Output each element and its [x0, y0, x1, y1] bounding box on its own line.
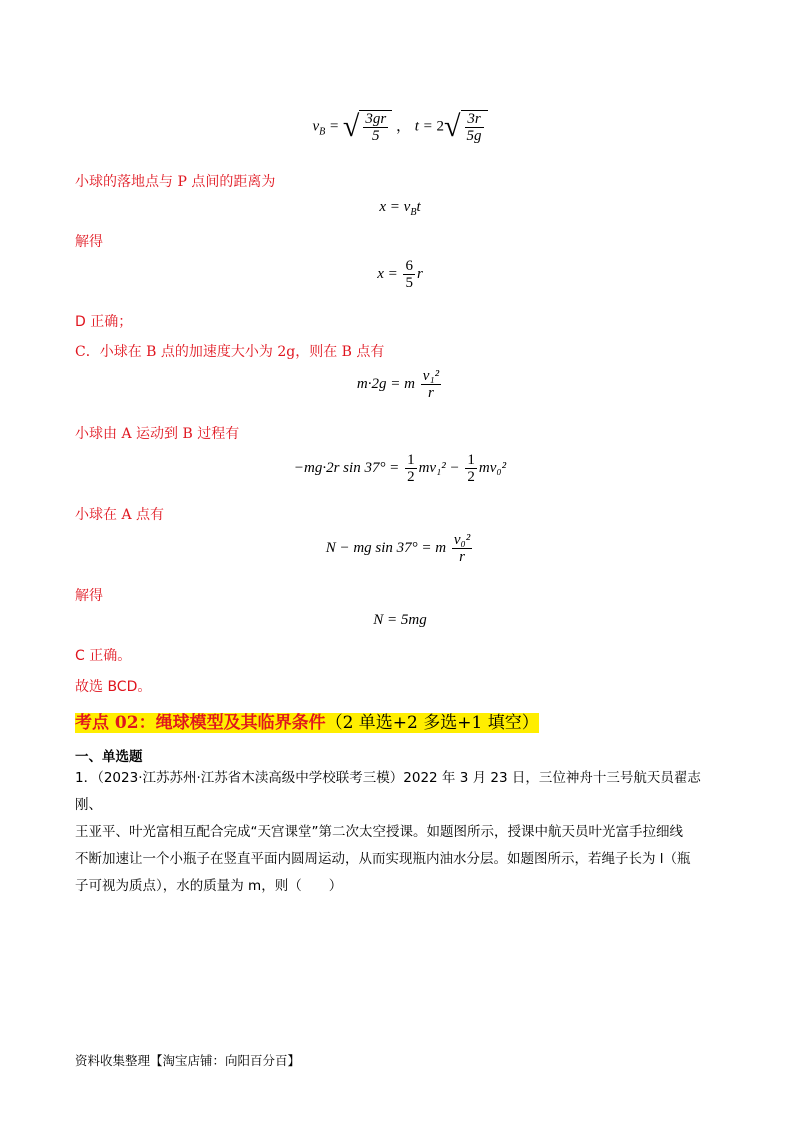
text-distance: 小球的落地点与 P 点间的距离为	[75, 174, 276, 190]
equation-x: $x = v_Bt$	[379, 199, 421, 218]
equation-x-result: x = $\frac{6}{5}$ r	[377, 258, 423, 291]
equation-energy: −mg·2r sin 37° = $\frac{1}{2}$ mv₁² − $\frac{1}{2}$ mv₀²	[293, 452, 507, 485]
text-d-correct: D 正确；	[75, 314, 133, 330]
text-option-c: C．小球在 B 点的加速度大小为 2g，则在 B 点有	[75, 344, 385, 360]
equation-normal-force: N − mg sin 37° = m $\frac{\text{v₀²}}{r}$	[325, 532, 471, 565]
text-solve-2: 解得	[75, 588, 103, 604]
question-line-4: 子可视为质点），水的质量为 m，则（ ）	[75, 878, 343, 894]
equation-b-point: m·2g = m $\frac{\text{v₁²}}{r}$	[356, 368, 440, 401]
equation-vb-t: $v_B$ = √ $\frac{3gr}{5}$ ， t = 2√ $\frac{3r}{5g}$	[0, 110, 800, 144]
heading-label: 考点 02：绳球模型及其临界条件	[75, 713, 326, 733]
question-line-2: 王亚平、叶光富相互配合完成“天宫课堂”第二次太空授课。如题图所示，授课中航天员叶光富手拉细线	[75, 824, 683, 840]
text-a-to-b: 小球由 A 运动到 B 过程有	[75, 426, 240, 442]
page-footer: 资料收集整理【淘宝店铺：向阳百分百】	[75, 1053, 301, 1068]
question-line-1: 1．（2023·江苏苏州·江苏省木渎高级中学校联考三模）2022 年 3 月 23 日，三位神舟十三号航天员翟志刚、	[75, 770, 701, 813]
text-answer: 故选 BCD。	[75, 679, 152, 695]
equation-n-result: N = 5mg	[373, 612, 427, 628]
text-a-point: 小球在 A 点有	[75, 507, 165, 523]
question-line-3: 不断加速让一个小瓶子在竖直平面内圆周运动，从而实现瓶内油水分层。如题图所示，若绳子长为 l（瓶	[75, 851, 691, 867]
question-1	[75, 765, 725, 900]
section-heading	[75, 711, 539, 735]
text-solve-1: 解得	[75, 234, 103, 250]
section-title: 一、单选题	[75, 749, 143, 765]
heading-paren: （2 单选+2 多选+1 填空）	[325, 713, 539, 733]
text-c-correct: C 正确。	[75, 648, 132, 664]
